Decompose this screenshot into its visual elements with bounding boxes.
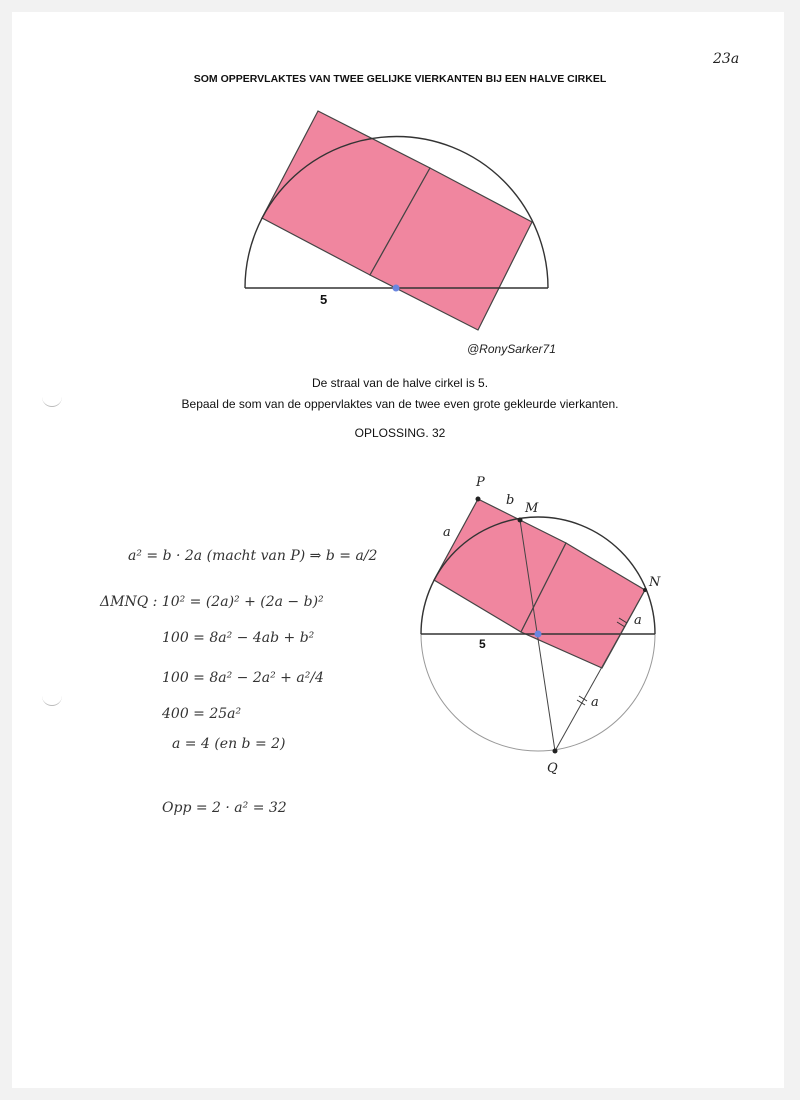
problem-statement-line-2: Bepaal de som van de oppervlaktes van de twee even grote gekleurde vierkanten. [181,397,619,411]
point-M [518,518,523,523]
radius-label-bottom: 5 [479,637,486,651]
work-line-substitute: 100 = 8a² − 2a² + a²/4 [162,670,324,686]
center-dot-bottom [535,631,542,638]
problem-statement-line-1: De straal van de halve cirkel is 5. [311,376,489,390]
point-Q [553,749,558,754]
label-N: N [649,575,661,590]
label-M: M [525,501,539,516]
label-a-left: a [443,525,451,540]
work-line-multiply: 400 = 25a² [162,706,242,722]
point-P [476,497,481,502]
work-line-result-a: a = 4 (en b = 2) [172,736,286,752]
work-line-area-answer: Opp = 2 · a² = 32 [162,800,287,816]
label-a-lower: a [591,695,599,710]
work-line-pythagoras: ΔMNQ : 10² = (2a)² + (2a − b)² [100,594,324,610]
solution-heading: OPLOSSING. 32 [354,426,446,440]
work-line-expand: 100 = 8a² − 4ab + b² [162,630,315,646]
label-a-right: a [634,613,642,628]
work-line-power-of-point: a² = b · 2a (macht van P) ⇒ b = a/2 [128,548,378,564]
label-Q: Q [547,761,558,776]
label-P: P [476,475,485,490]
label-b: b [506,493,515,508]
radius-label-top: 5 [320,292,328,307]
page-number: 23a [713,51,740,67]
author-credit: @RonySarker71 [467,342,556,356]
point-N [643,588,647,592]
page-title: SOM OPPERVLAKTES VAN TWEE GELIJKE VIERKANTEN BIJ EEN HALVE CIRKEL [193,73,607,85]
